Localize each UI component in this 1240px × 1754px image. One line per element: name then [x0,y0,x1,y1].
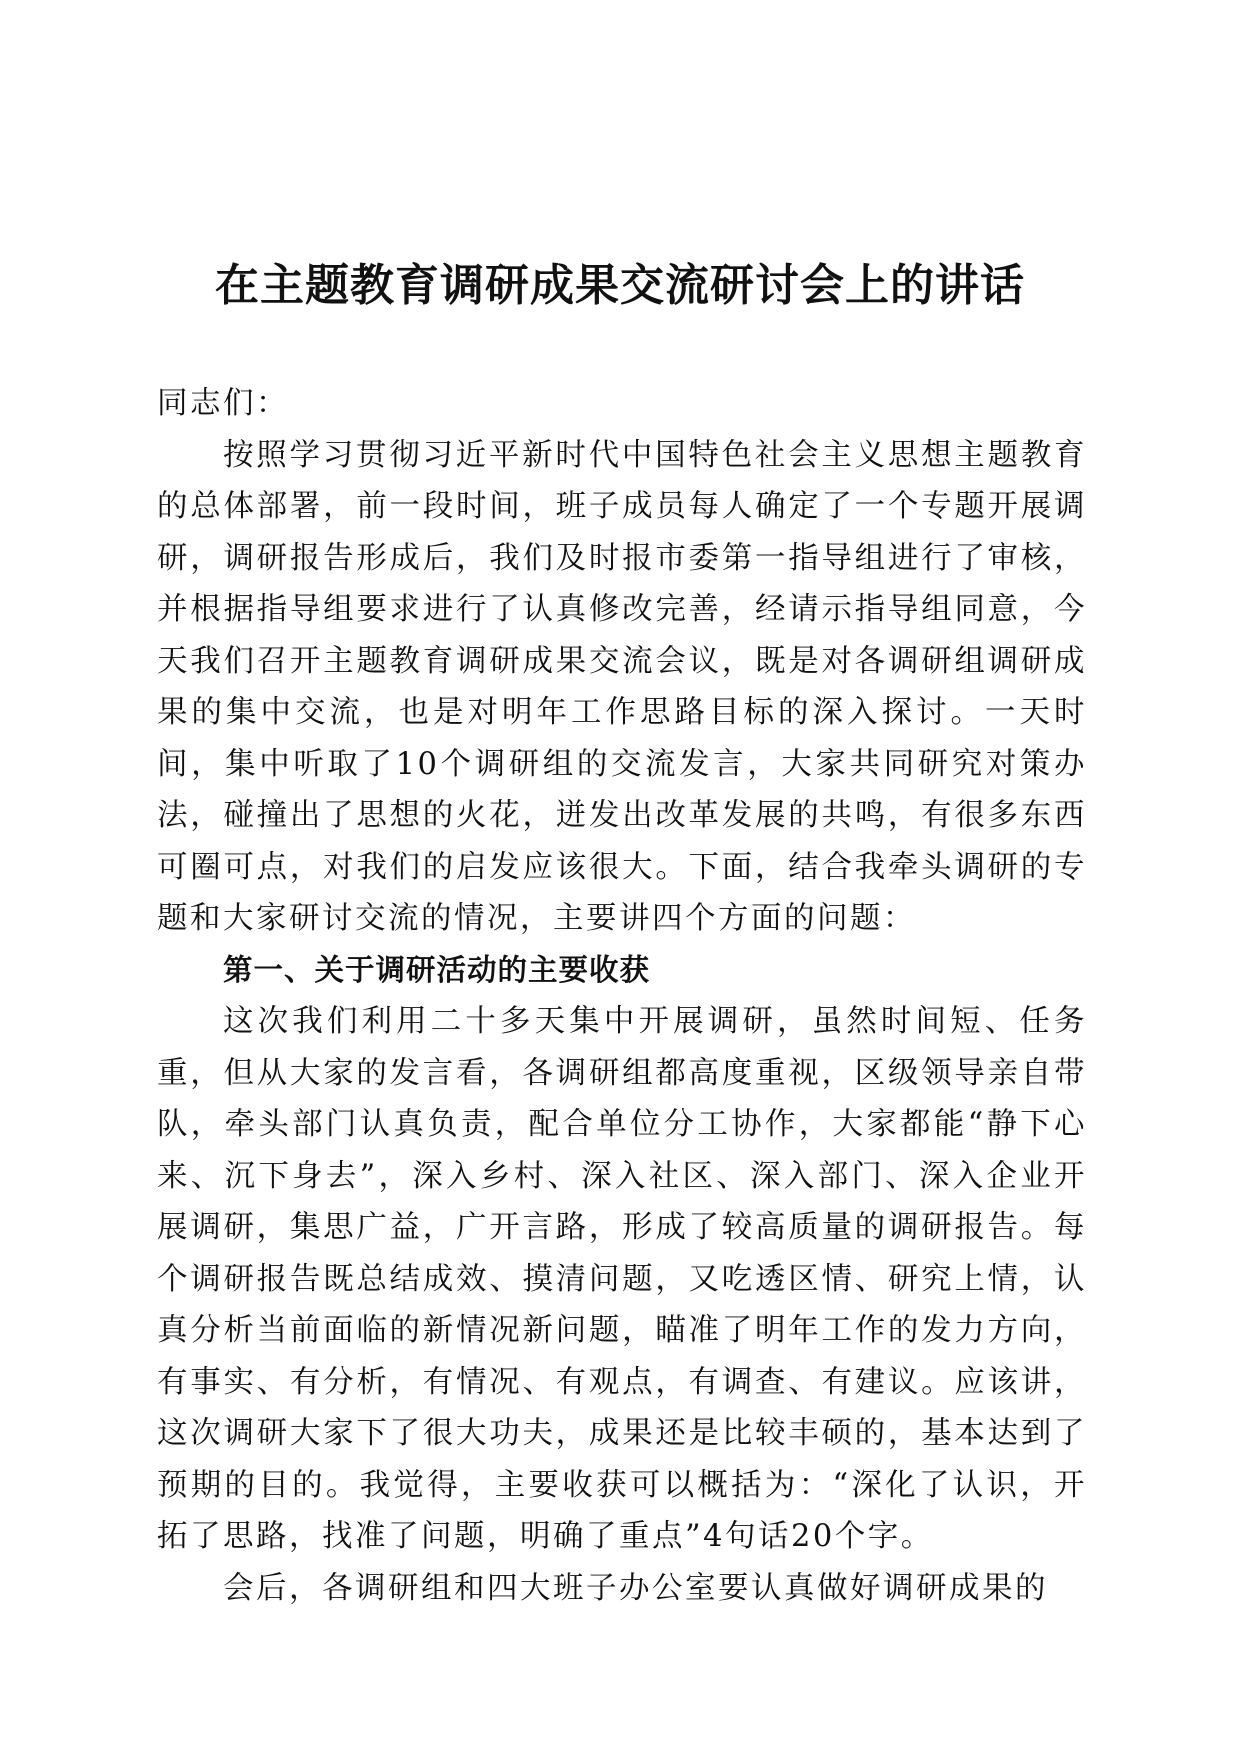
paragraph-intro: 按照学习贯彻习近平新时代中国特色社会主义思想主题教育的总体部署，前一段时间，班子成员每人确定了一个专题开展调研，调研报告形成后，我们及时报市委第一指导组进行了审核，并根据指导组要求进行了认真修改完善，经请示指导组同意，今天我们召开主题教育调研成果交流会议，既是对各调研组调研成果的集中交流，也是对明年工作思路目标的深入探讨。一天时间，集中听取了10个调研组的交流发言，大家共同研究对策办法，碰撞出了思想的火花，迸发出改革发展的共鸣，有很多东西可圈可点，对我们的启发应该很大。下面，结合我牵头调研的专题和大家研讨交流的情况，主要讲四个方面的问题： [157,437,1087,936]
salutation: 同志们： [157,386,289,421]
document-body [157,378,1087,1614]
page-title: 在主题教育调研成果交流研讨会上的讲话 [215,260,1025,311]
paragraph-harvest: 这次我们利用二十多天集中开展调研，虽然时间短、任务重，但从大家的发言看，各调研组都高度重视，区级领导亲自带队，牵头部门认真负责，配合单位分工协作，大家都能“静下心来、沉下身去”，深入乡村、深入社区、深入部门、深入企业开展调研，集思广益，广开言路，形成了较高质量的调研报告。每个调研报告既总结成效、摸清问题，又吃透区情、研究上情，认真分析当前面临的新情况新问题，瞄准了明年工作的发力方向，有事实、有分析，有情况、有观点，有调查、有建议。应该讲，这次调研大家下了很大功夫，成果还是比较丰硕的，基本达到了预期的目的。我觉得，主要收获可以概括为：“深化了认识，开拓了思路，找准了问题，明确了重点”4句话20个字。 [157,1004,1087,1554]
paragraph-followup: 会后，各调研组和四大班子办公室要认真做好调研成果的 [223,1570,1048,1606]
section-heading: 第一、关于调研活动的主要收获 [223,952,651,987]
